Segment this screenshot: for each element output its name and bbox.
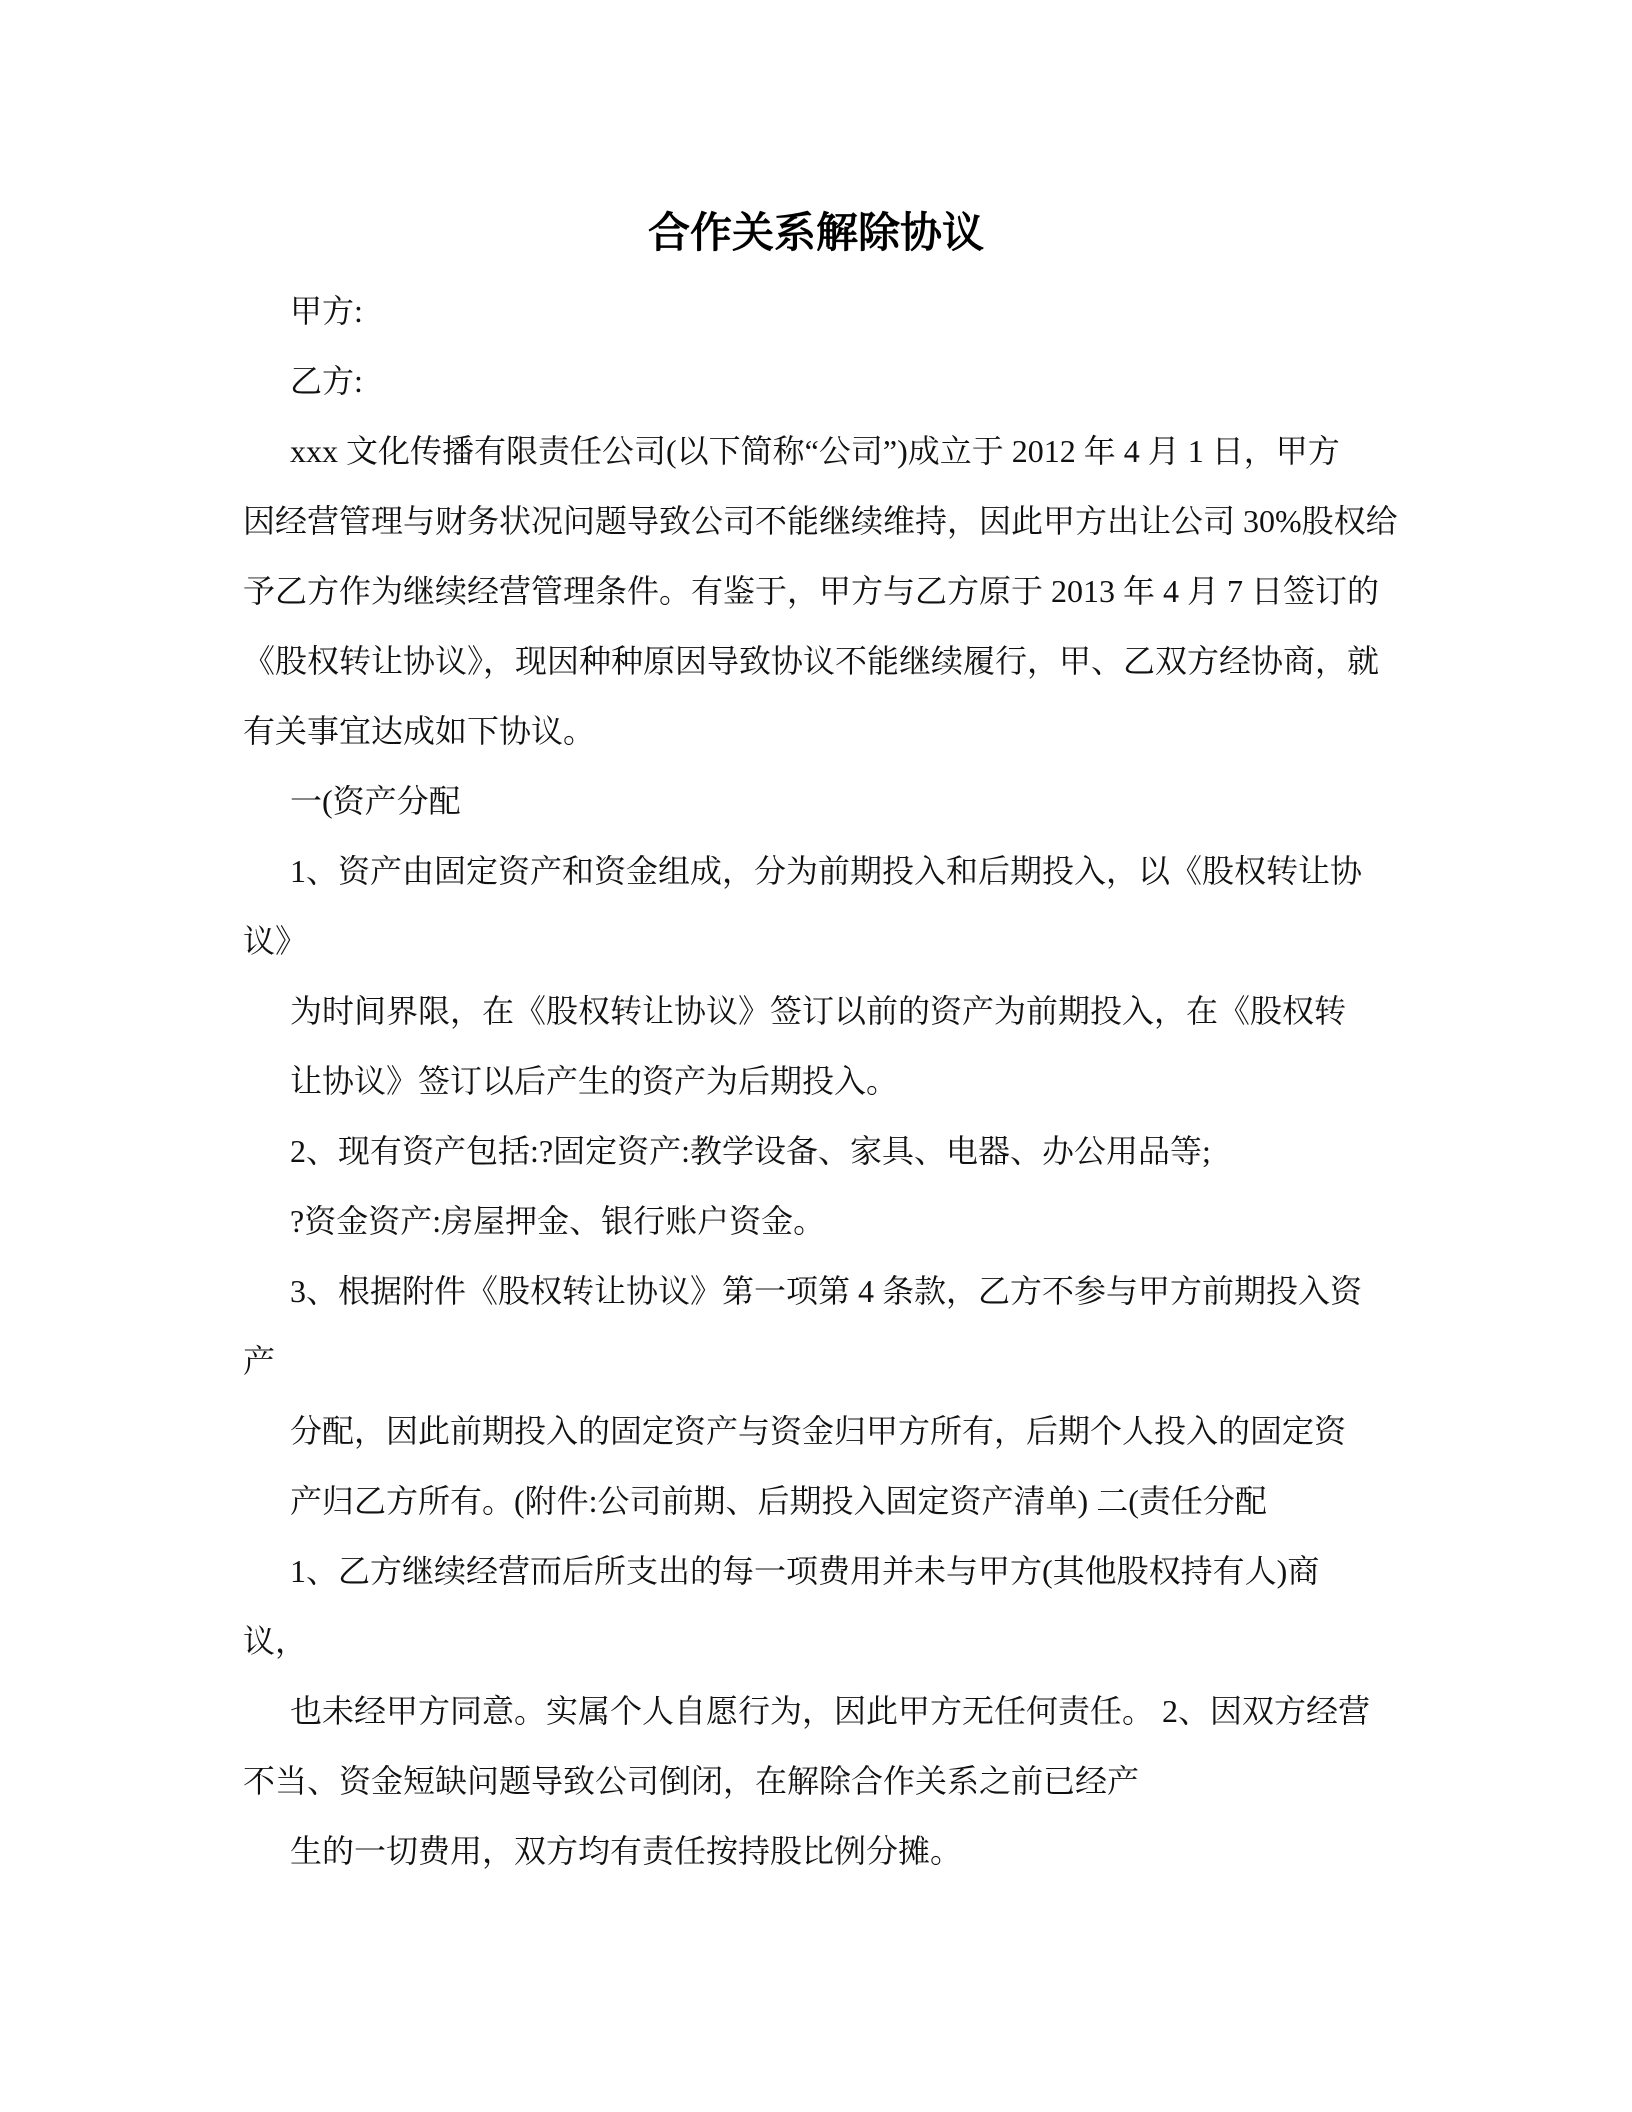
preamble-line: 《股权转让协议》，现因种种原因导致协议不能继续履行，甲、乙双方经协商，就 [243,643,1380,679]
clause-line: 也未经甲方同意。实属个人自愿行为，因此甲方无任何责任。 2、因双方经营 [290,1693,1371,1729]
clause-line: 为时间界限，在《股权转让协议》签订以前的资产为前期投入，在《股权转 [290,993,1347,1029]
clause-line: 议》 [243,923,308,959]
clause-line: 分配，因此前期投入的固定资产与资金归甲方所有，后期个人投入的固定资 [290,1413,1347,1449]
section-heading-asset-allocation: 一(资产分配 [290,783,461,819]
clause-line: ?资金资产:房屋押金、银行账户资金。 [290,1203,826,1239]
clause-line: 1、乙方继续经营而后所支出的每一项费用并未与甲方(其他股权持有人)商 [290,1553,1320,1589]
document-title: 合作关系解除协议 [647,208,984,257]
party-a-label: 甲方: [290,293,363,329]
clause-line: 1、资产由固定资产和资金组成，分为前期投入和后期投入，以《股权转让协 [290,853,1363,889]
clause-line: 生的一切费用，双方均有责任按持股比例分摊。 [290,1833,963,1869]
party-b-label: 乙方: [290,363,363,399]
clause-line: 产归乙方所有。(附件:公司前期、后期投入固定资产清单) 二(责任分配 [290,1483,1267,1519]
clause-line: 不当、资金短缺问题导致公司倒闭，在解除合作关系之前已经产 [243,1763,1140,1799]
preamble-line: 予乙方作为继续经营管理条件。有鉴于，甲方与乙方原于 2013 年 4 月 7 日签订的 [243,573,1380,609]
clause-line: 产 [243,1343,276,1379]
preamble-line: 因经营管理与财务状况问题导致公司不能继续维持，因此甲方出让公司 30%股权给 [243,503,1398,539]
clause-line: 让协议》签订以后产生的资产为后期投入。 [290,1063,899,1099]
preamble-line: xxx 文化传播有限责任公司(以下简称“公司”)成立于 2012 年 4 月 1 日，甲方 [290,433,1340,469]
clause-line: 3、根据附件《股权转让协议》第一项第 4 条款，乙方不参与甲方前期投入资 [290,1273,1363,1309]
clause-line: 2、现有资产包括:?固定资产:教学设备、家具、电器、办公用品等; [290,1133,1211,1169]
preamble-line: 有关事宜达成如下协议。 [243,713,596,749]
clause-line: 议， [243,1623,308,1659]
